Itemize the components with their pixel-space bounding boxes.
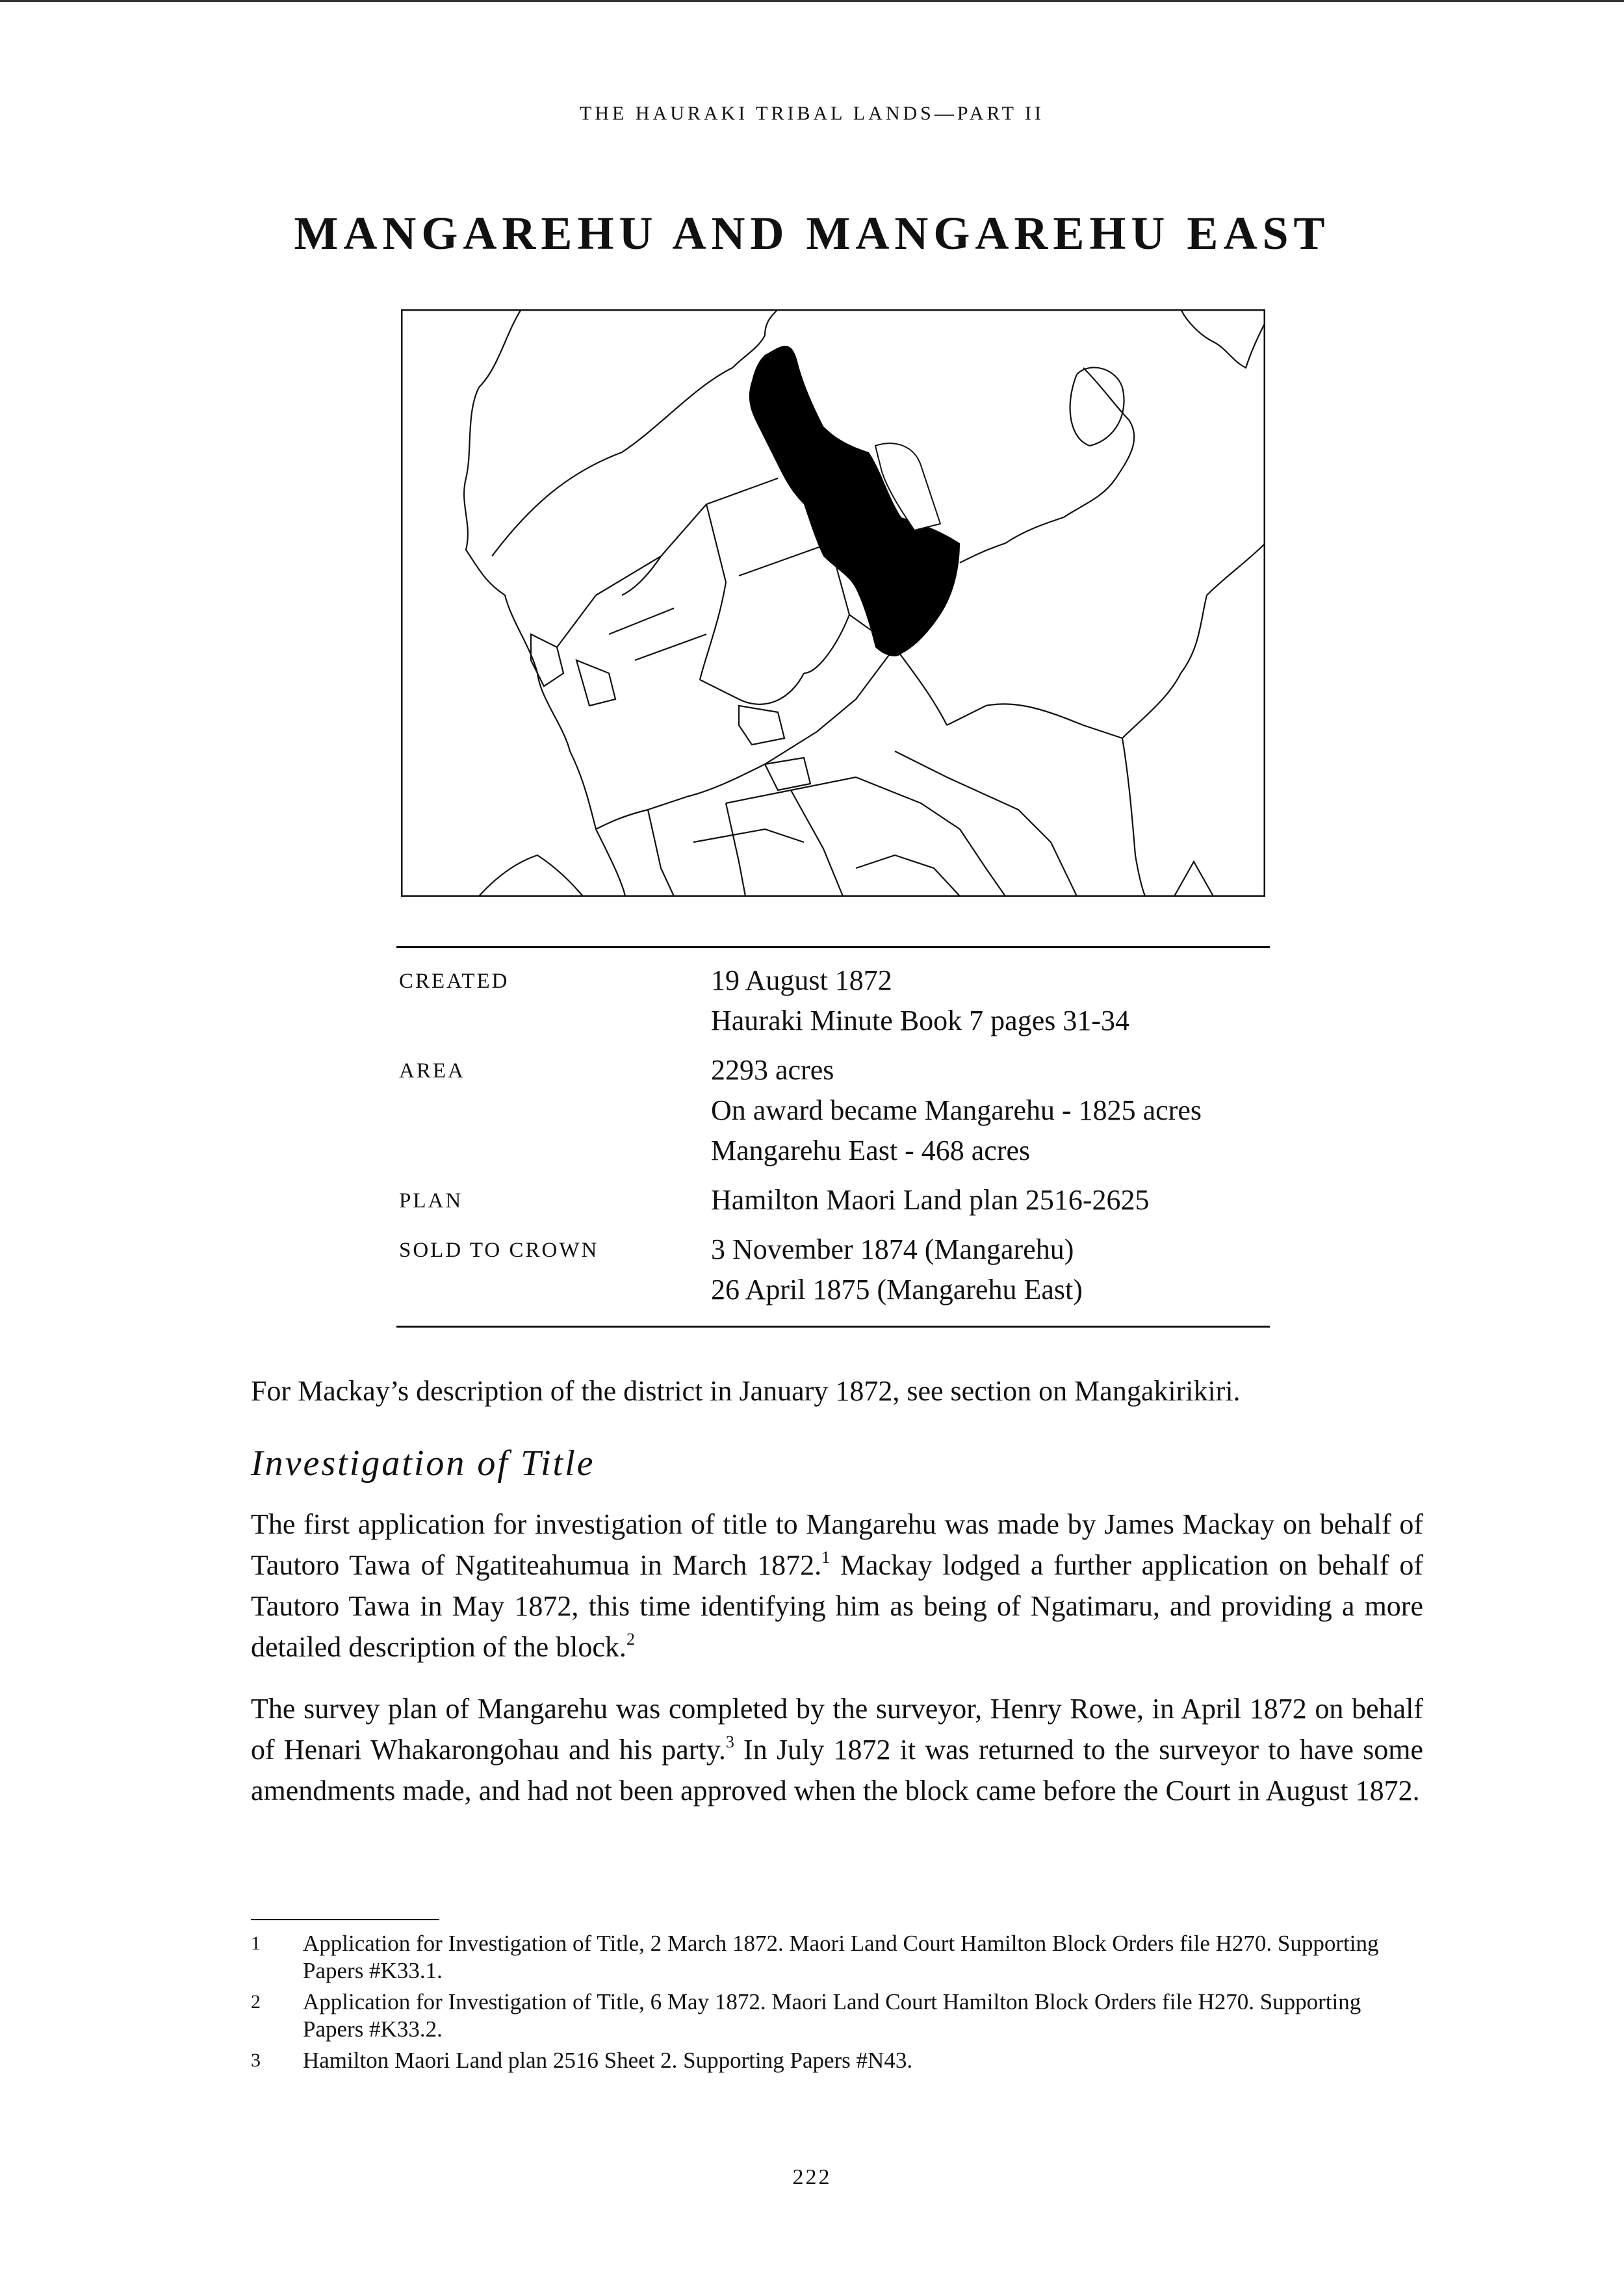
fact-value: Hauraki Minute Book 7 pages 31-34: [711, 1005, 1129, 1036]
page-number: 222: [792, 2165, 832, 2189]
footnote-number: 2: [251, 1991, 261, 2013]
map-boundary-west: [464, 309, 625, 896]
footnote-3: [251, 2047, 1421, 2074]
fact-created: [399, 960, 1270, 1041]
map-east-hill: [1070, 368, 1124, 446]
footnote-2: [251, 1988, 1421, 2043]
map-south-hills: [479, 855, 583, 896]
fact-label: SOLD TO CROWN: [399, 1239, 599, 1262]
fact-values: [711, 1229, 1270, 1310]
block-map: [401, 309, 1265, 897]
footnote-ref[interactable]: 1: [821, 1548, 831, 1567]
footnotes: [251, 1930, 1421, 2078]
map-south-peak: [1174, 862, 1213, 896]
map-river-east: [960, 368, 1134, 563]
fact-area: [399, 1050, 1270, 1171]
running-head: THE HAURAKI TRIBAL LANDS—PART II: [580, 103, 1044, 124]
fact-plan: [399, 1180, 1270, 1220]
block-facts: [399, 960, 1270, 1319]
paragraph-1-text: [251, 1504, 1423, 1667]
fact-label: CREATED: [399, 970, 509, 993]
footnote-text: Application for Investigation of Title, 2 March 1872. Maori Land Court Hamilton Block Orders file H270. Supporting Papers #K33.1.: [303, 1931, 1379, 1983]
fact-value: On award became Mangarehu - 1825 acres: [711, 1094, 1202, 1126]
footnote-number: 3: [251, 2050, 261, 2071]
paragraph-text: The survey plan of Mangarehu was completed by the surveyor, Henry Rowe, in April 1872 on behalf of Henari Whakarongohau and his party.: [251, 1693, 1423, 1766]
facts-bottom-rule: [396, 1326, 1270, 1328]
fact-values: [711, 1050, 1270, 1171]
footnote-text: Hamilton Maori Land plan 2516 Sheet 2. Supporting Papers #N43.: [303, 2048, 913, 2073]
footnote-1: [251, 1930, 1421, 1985]
page-title: MANGAREHU AND MANGAREHU EAST: [294, 207, 1330, 259]
paragraph-2: [251, 1688, 1423, 1811]
paragraph-text: The first application for investigation of title to Mangarehu was made by James Mackay on behalf of Tautoro Tawa of Ngatiteahumua in March 1872.: [251, 1508, 1423, 1581]
intro-paragraph: [251, 1370, 1423, 1411]
paragraph-1: [251, 1504, 1423, 1667]
paragraph-text: Mackay lodged a further application on behalf of Tautoro Tawa in May 1872, this time identifying him as being of Ngatimaru, and providing a more detailed description of the block.: [251, 1549, 1423, 1663]
map-boundary-east-top: [1181, 309, 1265, 368]
fact-values: [711, 1180, 1270, 1220]
fact-value: 2293 acres: [711, 1054, 834, 1086]
fact-label: AREA: [399, 1059, 465, 1083]
footnote-text: Application for Investigation of Title, 6 May 1872. Maori Land Court Hamilton Block Orders file H270. Supporting Papers #K33.2.: [303, 1989, 1361, 2042]
map-small-parcels: [531, 634, 810, 790]
map-boundary-east: [1122, 543, 1265, 896]
fact-label: PLAN: [399, 1189, 463, 1213]
fact-value: Hamilton Maori Land plan 2516-2625: [711, 1184, 1150, 1216]
paragraph-2-text: [251, 1688, 1423, 1811]
footnote-ref[interactable]: 3: [725, 1732, 734, 1751]
intro-text: For Mackay’s description of the district in January 1872, see section on Mangakirikiri.: [251, 1375, 1241, 1407]
footnote-ref[interactable]: 2: [626, 1630, 635, 1649]
map-river-north: [492, 309, 778, 556]
section-heading: Investigation of Title: [251, 1443, 595, 1484]
fact-value: 19 August 1872: [711, 964, 892, 996]
fact-value: 3 November 1874 (Mangarehu): [711, 1233, 1074, 1265]
fact-sold-to-crown: [399, 1229, 1270, 1310]
paragraph-text: In July 1872 it was returned to the surveyor to have some amendments made, and had not been approved when the block came before the Court in August 1872.: [251, 1734, 1423, 1807]
facts-top-rule: [396, 946, 1270, 948]
top-border: [0, 0, 1624, 2]
fact-value: 26 April 1875 (Mangarehu East): [711, 1274, 1083, 1306]
footnote-number: 1: [251, 1933, 261, 1954]
footnote-rule: [251, 1919, 439, 1920]
fact-values: [711, 960, 1270, 1041]
fact-value: Mangarehu East - 468 acres: [711, 1135, 1031, 1166]
